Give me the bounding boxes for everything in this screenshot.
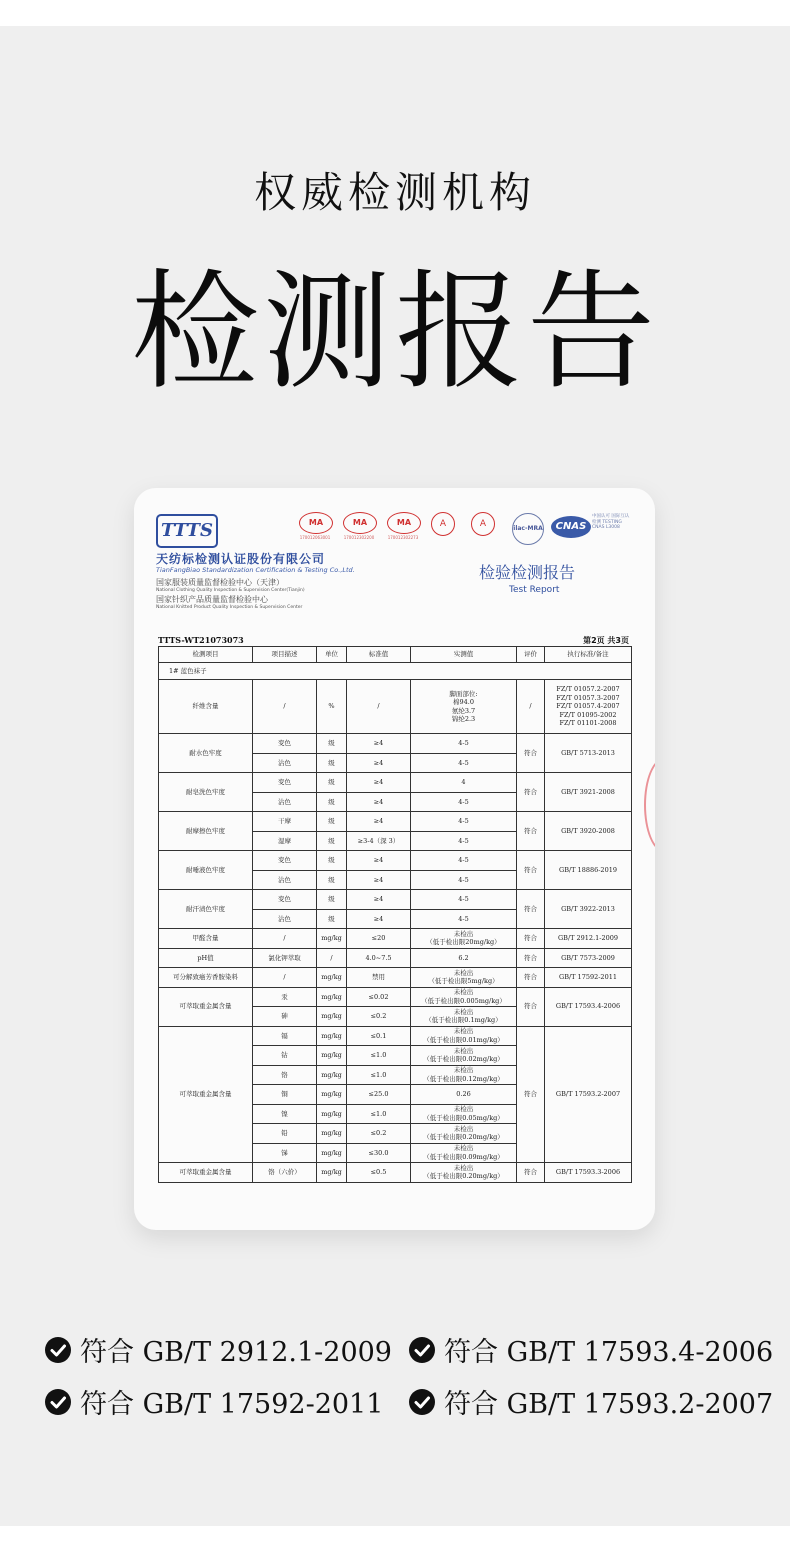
result-cell: 未检出 （低于检出限0.12mg/kg）	[411, 1065, 517, 1085]
column-header: 检测项目	[159, 647, 253, 663]
item-cell: 耐摩擦色牢度	[159, 812, 253, 851]
standard-cell: GB/T 3920-2008	[545, 812, 632, 851]
result-cell: 4-5	[411, 909, 517, 929]
company-name-en: TianFangBiao Standardization Certification & Testing Co.,Ltd.	[156, 566, 355, 574]
result-cell: 未检出 （低于检出限5mg/kg）	[411, 968, 517, 988]
table-row	[159, 968, 632, 988]
std-cell: 4.0~7.5	[347, 948, 411, 968]
desc-cell: /	[253, 929, 317, 949]
item-cell: 耐唾液色牢度	[159, 851, 253, 890]
std-cell: ≤0.02	[347, 987, 411, 1007]
result-cell: 未检出 （低于检出限20mg/kg）	[411, 929, 517, 949]
unit-cell: 级	[317, 773, 347, 793]
result-cell: 未检出 （低于检出限0.02mg/kg）	[411, 1046, 517, 1066]
check-circle-icon	[44, 1388, 72, 1416]
eval-cell: 符合	[517, 987, 545, 1026]
table-row	[159, 734, 632, 754]
std-cell: ≥4	[347, 734, 411, 754]
std-cell: ≤25.0	[347, 1085, 411, 1105]
std-cell: ≤0.5	[347, 1163, 411, 1183]
eval-cell: 符合	[517, 773, 545, 812]
desc-cell: 干摩	[253, 812, 317, 832]
std-cell: ≥4	[347, 851, 411, 871]
std-cell: ≥4	[347, 773, 411, 793]
result-cell: 未检出 （低于检出限0.20mg/kg）	[411, 1163, 517, 1183]
unit-cell: %	[317, 680, 347, 734]
std-cell: ≤30.0	[347, 1143, 411, 1163]
eval-cell: 符合	[517, 1026, 545, 1163]
std-cell: /	[347, 680, 411, 734]
cma-mark: MA	[343, 512, 377, 534]
unit-cell: 级	[317, 792, 347, 812]
desc-cell: 沾色	[253, 753, 317, 773]
cma-number: 170012063001	[299, 535, 331, 540]
unit-cell: 级	[317, 890, 347, 910]
desc-cell: 铜	[253, 1085, 317, 1105]
unit-cell: mg/kg	[317, 929, 347, 949]
desc-cell: 汞	[253, 987, 317, 1007]
check-circle-icon	[408, 1336, 436, 1364]
compliance-item	[44, 1382, 383, 1421]
eval-cell: 符合	[517, 948, 545, 968]
desc-cell: 镉	[253, 1026, 317, 1046]
desc-cell: 氯化钾萃取	[253, 948, 317, 968]
check-circle-icon	[44, 1336, 72, 1364]
eval-cell: /	[517, 680, 545, 734]
cma-number: 170012302273	[387, 535, 419, 540]
standard-cell: GB/T 17593.3-2006	[545, 1163, 632, 1183]
std-cell: ≤20	[347, 929, 411, 949]
eval-cell: 符合	[517, 1163, 545, 1183]
check-circle-icon	[408, 1388, 436, 1416]
result-cell: 4-5	[411, 870, 517, 890]
lab-logo: TTTS	[156, 514, 218, 548]
desc-cell: /	[253, 968, 317, 988]
standard-cell: GB/T 7573-2009	[545, 948, 632, 968]
result-cell: 未检出 （低于检出限0.05mg/kg）	[411, 1104, 517, 1124]
result-cell: 0.26	[411, 1085, 517, 1105]
table-row	[159, 851, 632, 871]
standard-cell: GB/T 17593.4-2006	[545, 987, 632, 1026]
unit-cell: mg/kg	[317, 1007, 347, 1027]
table-header-row	[159, 647, 632, 663]
std-cell: ≤1.0	[347, 1046, 411, 1066]
unit-cell: 级	[317, 753, 347, 773]
eval-cell: 符合	[517, 734, 545, 773]
standard-cell: GB/T 2912.1-2009	[545, 929, 632, 949]
result-cell: 未检出 （低于检出限0.005mg/kg）	[411, 987, 517, 1007]
unit-cell: mg/kg	[317, 1026, 347, 1046]
std-cell: ≥4	[347, 909, 411, 929]
result-cell: 4-5	[411, 753, 517, 773]
desc-cell: 钴	[253, 1046, 317, 1066]
std-cell: ≥3-4（深 3）	[347, 831, 411, 851]
test-results-table	[158, 646, 632, 1183]
result-cell: 未检出 （低于检出限0.1mg/kg）	[411, 1007, 517, 1027]
desc-cell: 变色	[253, 890, 317, 910]
compliance-text: 符合 GB/T 2912.1-2009	[80, 1337, 392, 1368]
official-seal-stamp	[644, 758, 655, 852]
column-header: 单位	[317, 647, 347, 663]
std-cell: ≥4	[347, 753, 411, 773]
cma-mark: MA	[299, 512, 333, 534]
std-cell: 禁用	[347, 968, 411, 988]
report-page-info: 第2页 共3页	[583, 636, 629, 645]
table-row	[159, 663, 632, 680]
std-cell: ≤0.2	[347, 1007, 411, 1027]
item-cell: 可萃取重金属含量	[159, 1026, 253, 1163]
result-cell: 未检出 （低于检出限0.09mg/kg）	[411, 1143, 517, 1163]
result-cell: 4-5	[411, 851, 517, 871]
standard-cell: FZ/T 01057.2-2007 FZ/T 01057.3-2007 FZ/T 01057.4-2007 FZ/T 01095-2002 FZ/T 01101-2008	[545, 680, 632, 734]
report-card	[134, 488, 655, 1230]
table-row	[159, 1163, 632, 1183]
desc-cell: 沾色	[253, 909, 317, 929]
unit-cell: 级	[317, 812, 347, 832]
item-cell: 耐汗渍色牢度	[159, 890, 253, 929]
standard-cell: GB/T 17592-2011	[545, 968, 632, 988]
column-header: 标准值	[347, 647, 411, 663]
item-cell: 纤维含量	[159, 680, 253, 734]
eval-cell: 符合	[517, 890, 545, 929]
page-title: 检测报告	[130, 258, 659, 407]
desc-cell: 变色	[253, 734, 317, 754]
desc-cell: 变色	[253, 773, 317, 793]
table-row	[159, 812, 632, 832]
table-row	[159, 1026, 632, 1046]
table-row	[159, 948, 632, 968]
page-subtitle: 权威检测机构	[253, 168, 536, 217]
item-cell: 可分解致癌芳香胺染料	[159, 968, 253, 988]
table-row	[159, 890, 632, 910]
cnas-logo: CNAS	[551, 516, 591, 538]
unit-cell: mg/kg	[317, 1104, 347, 1124]
cal-mark: A	[471, 512, 495, 536]
standard-cell: GB/T 18886-2019	[545, 851, 632, 890]
center-name-en: National Knitted Product Quality Inspection & Supervision Center	[156, 605, 303, 610]
column-header: 实测值	[411, 647, 517, 663]
std-cell: ≤0.1	[347, 1026, 411, 1046]
cnas-caption: 中国认可 国际互认 检测 TESTING CNAS L3008	[592, 514, 630, 530]
unit-cell: mg/kg	[317, 1163, 347, 1183]
eval-cell: 符合	[517, 968, 545, 988]
column-header: 执行标准/备注	[545, 647, 632, 663]
cal-mark: A	[431, 512, 455, 536]
item-cell: 甲醛含量	[159, 929, 253, 949]
standard-cell: GB/T 3921-2008	[545, 773, 632, 812]
table-row	[159, 680, 632, 734]
desc-cell: 沾色	[253, 792, 317, 812]
unit-cell: 级	[317, 870, 347, 890]
sample-cell: 1# 蓝色袜子	[159, 663, 632, 680]
item-cell: 可萃取重金属含量	[159, 1163, 253, 1183]
standard-cell: GB/T 5713-2013	[545, 734, 632, 773]
eval-cell: 符合	[517, 929, 545, 949]
desc-cell: 变色	[253, 851, 317, 871]
unit-cell: 级	[317, 909, 347, 929]
center-name-cn: 国家服装质量监督检验中心（天津）	[156, 578, 284, 587]
item-cell: 可萃取重金属含量	[159, 987, 253, 1026]
unit-cell: mg/kg	[317, 968, 347, 988]
unit-cell: 级	[317, 734, 347, 754]
result-cell: 4	[411, 773, 517, 793]
report-title-en: Test Report	[509, 585, 560, 595]
std-cell: ≥4	[347, 870, 411, 890]
company-name-cn: 天纺标检测认证股份有限公司	[156, 552, 326, 566]
item-cell: pH值	[159, 948, 253, 968]
standard-cell: GB/T 17593.2-2007	[545, 1026, 632, 1163]
std-cell: ≥4	[347, 812, 411, 832]
std-cell: ≤1.0	[347, 1104, 411, 1124]
cma-mark: MA	[387, 512, 421, 534]
std-cell: ≤1.0	[347, 1065, 411, 1085]
compliance-item	[44, 1330, 392, 1369]
report-title-cn: 检验检测报告	[479, 563, 576, 582]
std-cell: ≤0.2	[347, 1124, 411, 1144]
result-cell: 未检出 （低于检出限0.01mg/kg）	[411, 1026, 517, 1046]
table-row	[159, 929, 632, 949]
std-cell: ≥4	[347, 792, 411, 812]
column-header: 评价	[517, 647, 545, 663]
result-cell: 4-5	[411, 792, 517, 812]
unit-cell: mg/kg	[317, 1085, 347, 1105]
table-row	[159, 987, 632, 1007]
unit-cell: mg/kg	[317, 1143, 347, 1163]
desc-cell: 沾色	[253, 870, 317, 890]
desc-cell: 铬	[253, 1065, 317, 1085]
result-cell: 脚面部位: 棉94.0 氨纶3.7 锦纶2.3	[411, 680, 517, 734]
compliance-text: 符合 GB/T 17592-2011	[80, 1389, 384, 1420]
compliance-item	[408, 1330, 773, 1369]
unit-cell: 级	[317, 851, 347, 871]
eval-cell: 符合	[517, 851, 545, 890]
result-cell: 未检出 （低于检出限0.20mg/kg）	[411, 1124, 517, 1144]
center-name-en: National Clothing Quality Inspection & Supervision Center(Tianjin)	[156, 588, 305, 593]
std-cell: ≥4	[347, 890, 411, 910]
unit-cell: mg/kg	[317, 1124, 347, 1144]
report-number: TTTS-WT21073073	[158, 635, 244, 645]
result-cell: 4-5	[411, 734, 517, 754]
desc-cell: 湿摩	[253, 831, 317, 851]
column-header: 项目描述	[253, 647, 317, 663]
center-name-cn: 国家针织产品质量监督检验中心	[156, 595, 268, 604]
ilac-mra-logo: ilac-MRA	[512, 513, 544, 545]
result-cell: 4-5	[411, 831, 517, 851]
desc-cell: 铅	[253, 1124, 317, 1144]
result-cell: 4-5	[411, 890, 517, 910]
table-row	[159, 773, 632, 793]
item-cell: 耐水色牢度	[159, 734, 253, 773]
unit-cell: mg/kg	[317, 987, 347, 1007]
item-cell: 耐皂洗色牢度	[159, 773, 253, 812]
result-cell: 6.2	[411, 948, 517, 968]
desc-cell: 镍	[253, 1104, 317, 1124]
standard-cell: GB/T 3922-2013	[545, 890, 632, 929]
unit-cell: /	[317, 948, 347, 968]
desc-cell: 铬（六价）	[253, 1163, 317, 1183]
compliance-item	[408, 1382, 773, 1421]
desc-cell: 砷	[253, 1007, 317, 1027]
unit-cell: mg/kg	[317, 1065, 347, 1085]
unit-cell: mg/kg	[317, 1046, 347, 1066]
eval-cell: 符合	[517, 812, 545, 851]
compliance-text: 符合 GB/T 17593.2-2007	[444, 1389, 774, 1420]
certification-logos	[299, 512, 629, 542]
compliance-text: 符合 GB/T 17593.4-2006	[444, 1337, 774, 1368]
result-cell: 4-5	[411, 812, 517, 832]
unit-cell: 级	[317, 831, 347, 851]
desc-cell: /	[253, 680, 317, 734]
cma-number: 170012302200	[343, 535, 375, 540]
desc-cell: 锑	[253, 1143, 317, 1163]
